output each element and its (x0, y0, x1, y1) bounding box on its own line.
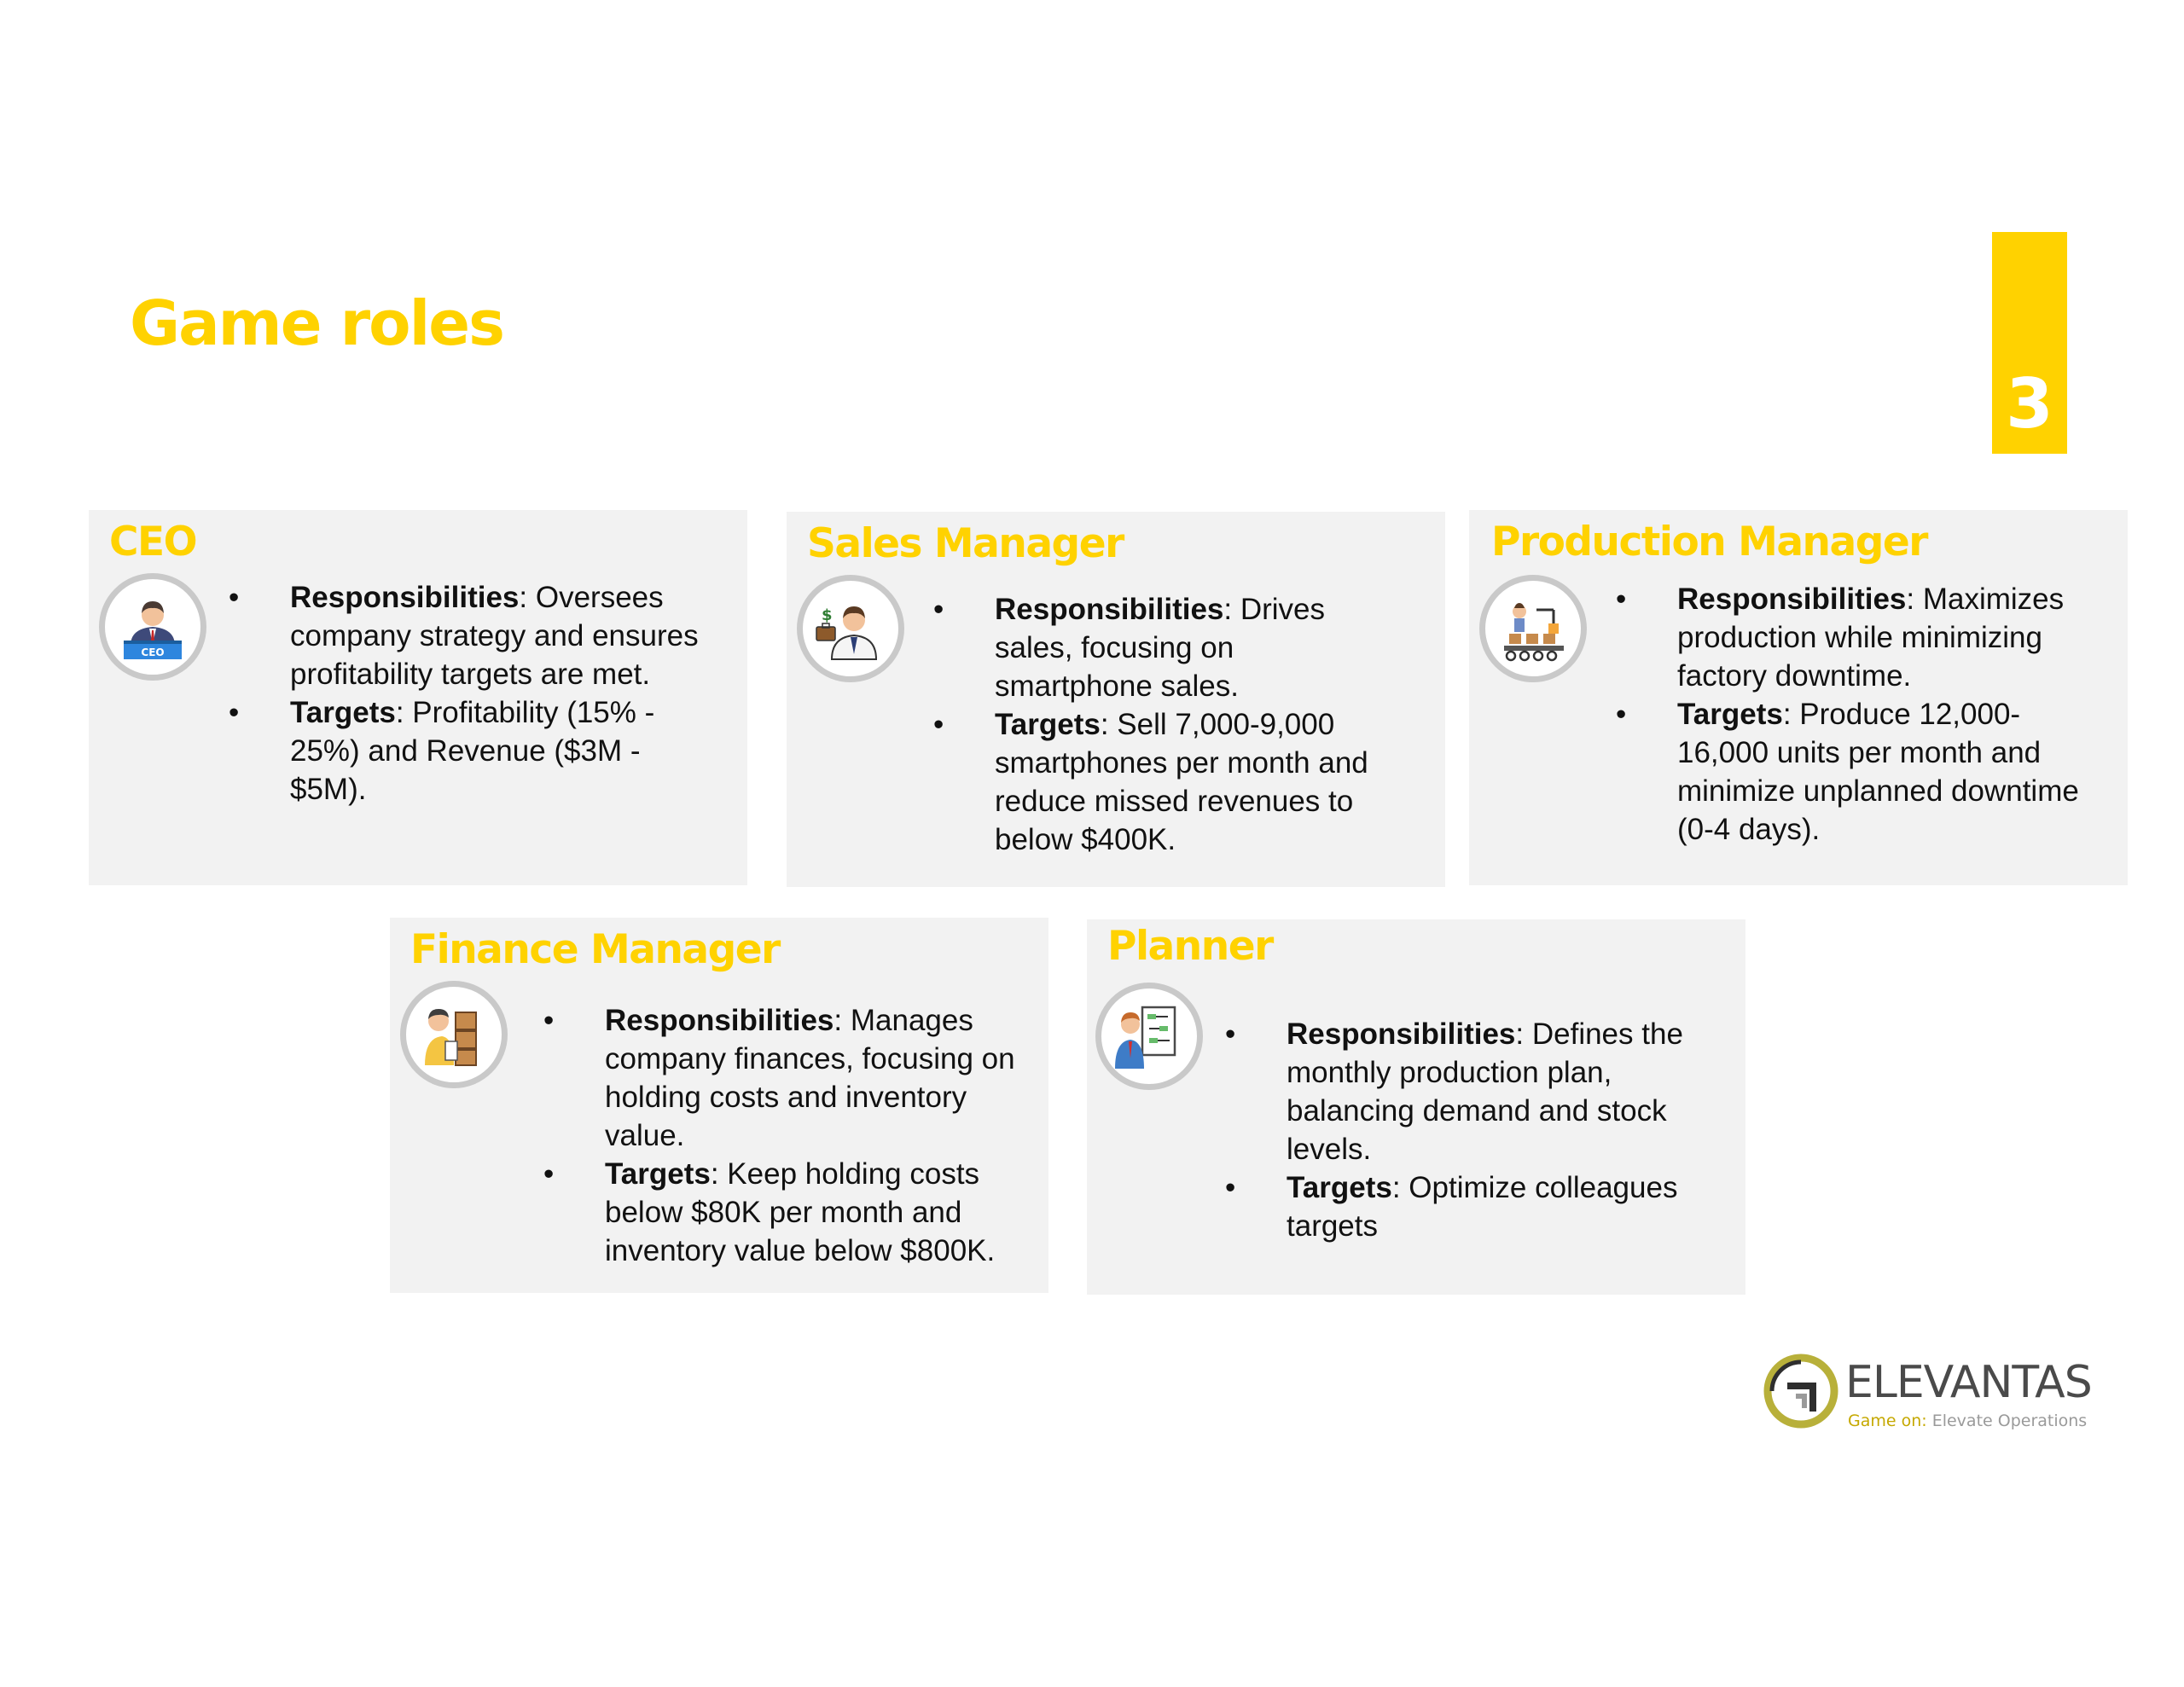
responsibilities-label: Responsibilities (605, 1004, 834, 1037)
responsibilities-label: Responsibilities (995, 593, 1224, 626)
targets-text: : Profitability (15% - 25%) and Revenue ($3M - $5M). (290, 696, 655, 806)
targets-text: : Optimize colleagues targets (1287, 1171, 1678, 1243)
targets-label: Targets (1287, 1171, 1392, 1204)
svg-text:CEO: CEO (141, 646, 165, 658)
targets-item (229, 693, 715, 809)
sales-manager-icon (797, 575, 904, 682)
role-card-planner (1087, 919, 1745, 1295)
targets-item (1616, 695, 2094, 849)
production-manager-icon (1479, 575, 1587, 682)
role-bullets (933, 590, 1394, 859)
role-name: Production Manager (1491, 519, 1927, 565)
responsibilities-item (229, 578, 715, 693)
targets-label: Targets (290, 696, 396, 729)
targets-label: Targets (995, 708, 1101, 741)
responsibilities-item (1616, 580, 2094, 695)
targets-label: Targets (1677, 698, 1783, 731)
page-number: 3 (2006, 364, 2053, 443)
responsibilities-text: : Oversees company strategy and ensures profitability targets are met. (290, 581, 699, 691)
responsibilities-text: : Manages company finances, focusing on holding costs and inventory value. (605, 1004, 1015, 1152)
responsibilities-text: : Defines the monthly production plan, balancing demand and stock levels. (1287, 1017, 1683, 1166)
role-bullets (229, 578, 715, 809)
role-bullets (1616, 580, 2094, 849)
responsibilities-item (1225, 1015, 1720, 1168)
responsibilities-label: Responsibilities (290, 581, 520, 614)
responsibilities-text: : Drives sales, focusing on smartphone sales. (995, 593, 1326, 703)
targets-item (543, 1155, 1030, 1270)
role-name: Sales Manager (807, 520, 1124, 567)
role-card-production-manager (1469, 510, 2128, 885)
page-number-badge (1992, 232, 2067, 454)
targets-text: : Keep holding costs below $80K per month and inventory value below $800K. (605, 1157, 996, 1267)
targets-text: : Sell 7,000-9,000 smartphones per month and reduce missed revenues to below $400K. (995, 708, 1368, 856)
targets-item (933, 705, 1394, 859)
role-bullets (543, 1001, 1030, 1270)
responsibilities-label: Responsibilities (1677, 583, 1907, 616)
responsibilities-text: : Maximizes production while minimizing factory downtime. (1677, 583, 2065, 693)
role-card-sales-manager (787, 512, 1445, 887)
logo-tagline-accent: Game on: (1848, 1412, 1927, 1430)
responsibilities-item (543, 1001, 1030, 1155)
ceo-icon (99, 573, 206, 681)
role-card-ceo (89, 510, 747, 885)
logo-tagline-rest: Elevate Operations (1926, 1412, 2088, 1430)
elevantas-logo (1762, 1352, 2120, 1437)
logo-name: ELEVANTAS (1845, 1357, 2092, 1408)
role-name: Planner (1107, 923, 1273, 970)
responsibilities-label: Responsibilities (1287, 1017, 1516, 1051)
targets-label: Targets (605, 1157, 711, 1191)
role-name: CEO (109, 519, 197, 565)
planner-icon (1095, 983, 1203, 1090)
elevantas-logo-icon (1762, 1352, 1840, 1430)
responsibilities-item (933, 590, 1394, 705)
finance-manager-icon (400, 981, 508, 1088)
targets-item (1225, 1168, 1720, 1245)
slide-title: Game roles (130, 287, 503, 359)
targets-text: : Produce 12,000-16,000 units per month and minimize unplanned downtime (0-4 days). (1677, 698, 2079, 846)
role-bullets (1225, 1015, 1720, 1245)
role-name: Finance Manager (410, 926, 780, 973)
role-card-finance-manager (390, 918, 1048, 1293)
svg-text:$: $ (822, 606, 833, 624)
logo-tagline (1848, 1413, 2087, 1429)
